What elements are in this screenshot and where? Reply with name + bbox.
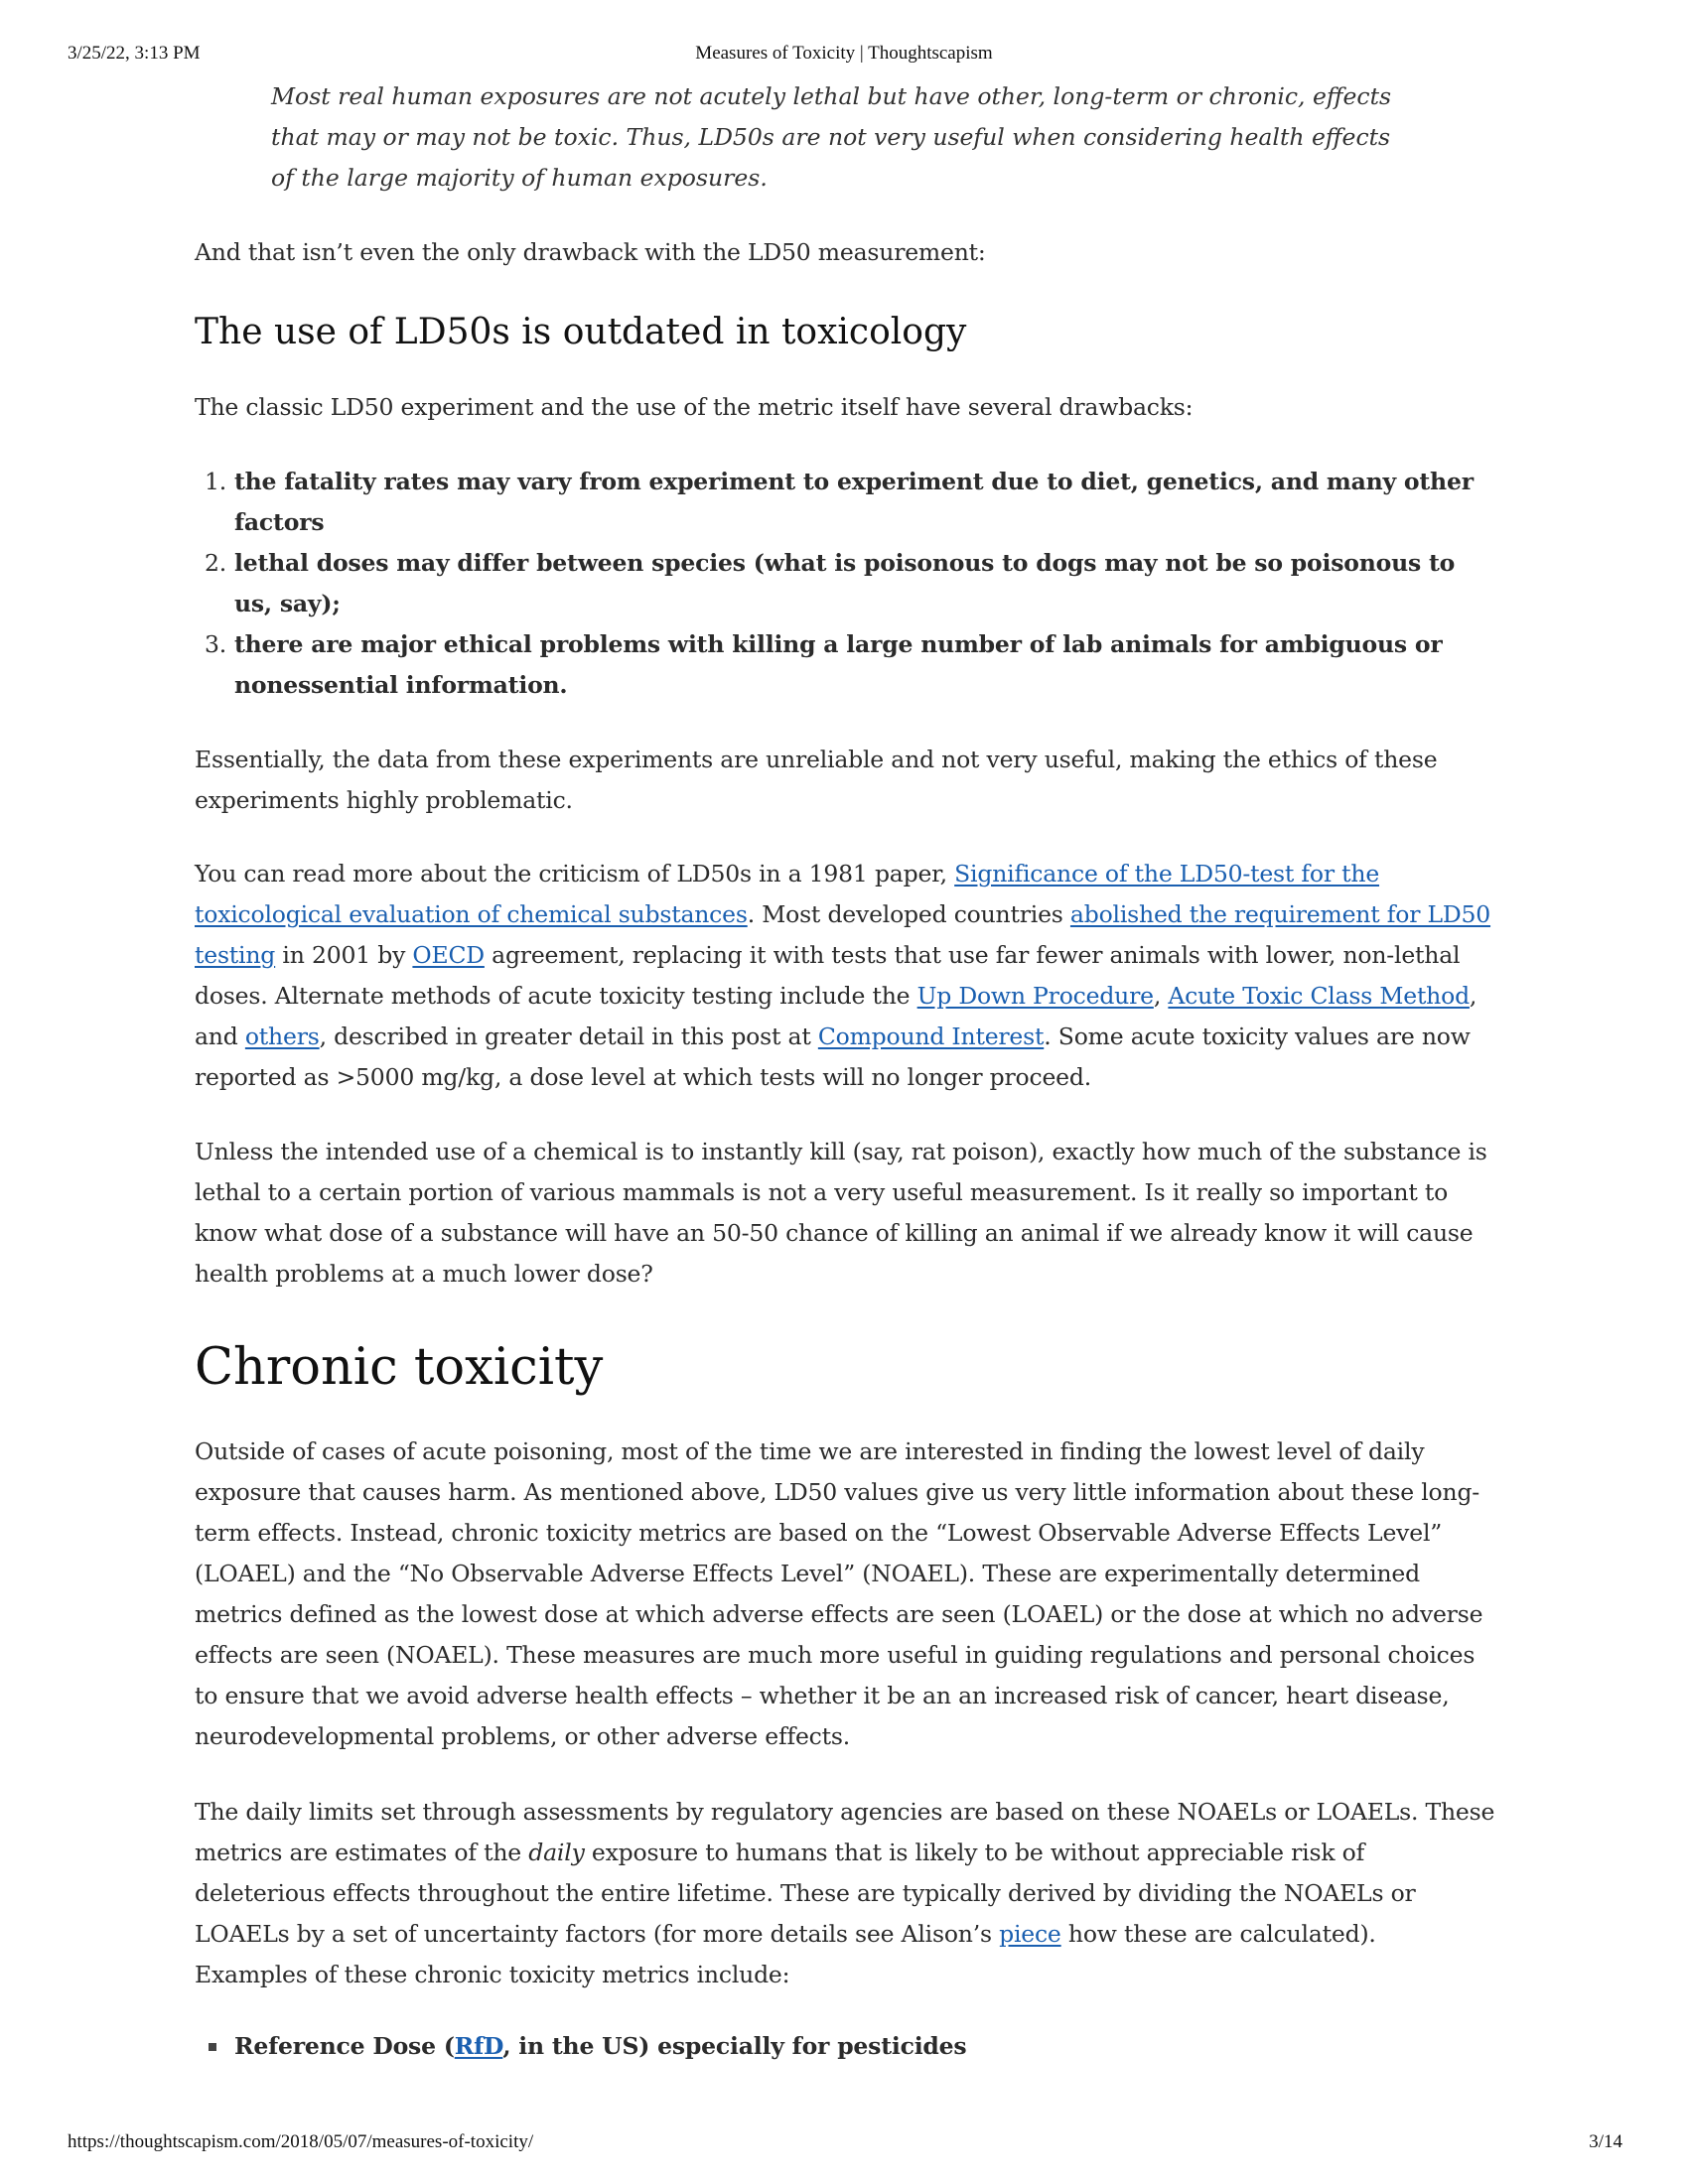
text-run: in 2001 by	[275, 941, 413, 969]
paragraph-daily-limits	[195, 1792, 1495, 1995]
paragraph-drawbacks-intro: The classic LD50 experiment and the use of the metric itself have several drawbacks:	[195, 393, 1194, 421]
link-rfd[interactable]: RfD	[454, 2032, 503, 2060]
list-number: 3.	[205, 630, 227, 658]
blockquote	[271, 76, 1413, 199]
paragraph-criticism	[195, 854, 1495, 1098]
list-number: 1.	[205, 468, 227, 495]
link-alisons-piece[interactable]: piece	[999, 1920, 1061, 1948]
list-item-text: the fatality rates may vary from experiment to experiment due to diet, genetics, and many other factors	[234, 468, 1474, 536]
print-page-title: Measures of Toxicity | Thoughtscapism	[695, 43, 993, 64]
list-item	[195, 624, 1495, 706]
list-item	[195, 543, 1495, 624]
blockquote-text: Most real human exposures are not acutely lethal but have other, long-term or chronic, effects that may or may not be toxic. Thus, LD50s are not very useful when considering health effects of the large majority of human exposures.	[271, 82, 1392, 192]
paragraph-intro: And that isn’t even the only drawback with the LD50 measurement:	[195, 238, 986, 266]
text-run: You can read more about the criticism of LD50s in a 1981 paper,	[195, 860, 955, 887]
text-run: . Some acute toxicity values are now reported as >5000 mg/kg, a dose level at which tests will no longer proceed.	[195, 1023, 1471, 1091]
print-date: 3/25/22, 3:13 PM	[68, 43, 201, 64]
text-run: agreement, replacing it with tests that use far fewer animals with lower, non-lethal doses. Alternate methods of acute toxicity testing include the	[195, 941, 1461, 1010]
print-page-number: 3/14	[1589, 2131, 1622, 2152]
list-item-text: lethal doses may differ between species (what is poisonous to dogs may not be so poisonous to us, say);	[234, 549, 1456, 617]
link-compound-interest[interactable]: Compound Interest	[817, 1023, 1045, 1050]
text-run: . Most developed countries	[747, 900, 1070, 928]
text-run: exposure to humans that is likely to be without appreciable risk of deleterious effects throughout the entire lifetime. These are typically derived by dividing the NOAELs or LOAELs by a set of uncertainty factors (for more details see Alison’s	[195, 1839, 1416, 1948]
link-up-down-procedure[interactable]: Up Down Procedure	[916, 982, 1154, 1010]
section-heading-outdated: The use of LD50s is outdated in toxicology	[195, 312, 967, 352]
list-number: 2.	[205, 549, 227, 577]
list-item	[195, 462, 1495, 543]
link-oecd[interactable]: OECD	[412, 941, 485, 969]
print-footer-url: https://thoughtscapism.com/2018/05/07/measures-of-toxicity/	[68, 2131, 534, 2152]
list-item-text: there are major ethical problems with killing a large number of lab animals for ambiguous or nonessential information.	[234, 630, 1443, 699]
link-ld50-significance-paper[interactable]: Significance of the LD50-test for the toxicological evaluation of chemical substances	[195, 860, 1380, 928]
square-bullet-icon	[209, 2043, 216, 2051]
section-heading-chronic-toxicity: Chronic toxicity	[195, 1338, 604, 1397]
link-acute-toxic-class-method[interactable]: Acute Toxic Class Method	[1168, 982, 1470, 1010]
text-run: , described in greater detail in this post at	[319, 1023, 818, 1050]
text-run: The daily limits set through assessments by regulatory agencies are based on these NOAELs or LOAELs. These metrics are estimates of the	[195, 1798, 1495, 1866]
paragraph-outside: Outside of cases of acute poisoning, most of the time we are interested in finding the lowest level of daily exposure that causes harm. As mentioned above, LD50 values give us very little information about these long-term effects. Instead, chronic toxicity metrics are based on the “Lowest Observable Adverse Effects Level” (LOAEL) and the “No Observable Adverse Effects Level” (NOAEL). These are experimentally determined metrics defined as the lowest dose at which adverse effects are seen (LOAEL) or the dose at which no adverse effects are seen (NOAEL). These measures are much more useful in guiding regulations and personal choices to ensure that we avoid adverse health effects – whether it be an an increased risk of cancer, heart disease, neurodevelopmental problems, or other adverse effects.	[195, 1437, 1483, 1750]
list-item	[195, 2026, 1495, 2067]
text-run: Reference Dose (	[234, 2032, 455, 2060]
drawbacks-list	[195, 462, 1495, 706]
link-others[interactable]: others	[244, 1023, 320, 1050]
metrics-list	[195, 2026, 1495, 2067]
text-run: ,	[1153, 982, 1169, 1010]
text-run: how these are calculated). Examples of these chronic toxicity metrics include:	[195, 1920, 1376, 1988]
text-run: , in the US) especially for pesticides	[502, 2032, 967, 2060]
text-run: , and	[195, 982, 1477, 1050]
link-abolished-requirement[interactable]: abolished the requirement for LD50 testing	[195, 900, 1491, 969]
paragraph-unless: Unless the intended use of a chemical is to instantly kill (say, rat poison), exactly how much of the substance is lethal to a certain portion of various mammals is not a very useful measurement. Is it really so important to know what dose of a substance will have an 50-50 chance of killing an animal if we already know it will cause health problems at a much lower dose?	[195, 1138, 1487, 1288]
emphasis-daily: daily	[528, 1839, 585, 1866]
paragraph-essentially: Essentially, the data from these experiments are unreliable and not very useful, making the ethics of these experiments highly problematic.	[195, 746, 1438, 814]
